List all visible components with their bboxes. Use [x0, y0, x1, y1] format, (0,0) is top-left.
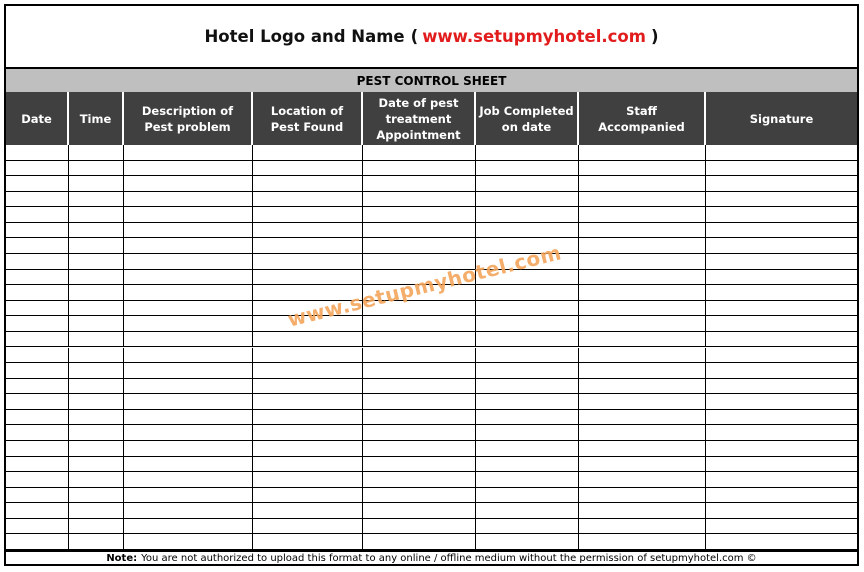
table-cell — [6, 363, 69, 379]
table-cell — [124, 348, 253, 364]
document-header — [6, 6, 857, 67]
table-cell — [6, 394, 69, 410]
table-cell — [124, 254, 253, 270]
table-cell — [6, 270, 69, 286]
table-cell — [476, 472, 579, 488]
table-cell — [69, 425, 124, 441]
table-cell — [124, 207, 253, 223]
table-cell — [706, 285, 857, 301]
table-cell — [6, 425, 69, 441]
table-cell — [253, 192, 363, 208]
table-cell — [363, 363, 476, 379]
table-cell — [706, 441, 857, 457]
table-cell — [6, 519, 69, 535]
table-cell — [69, 238, 124, 254]
table-cell — [69, 332, 124, 348]
table-cell — [706, 161, 857, 177]
table-cell — [706, 176, 857, 192]
footer-note — [6, 550, 857, 564]
column-header: Time — [69, 92, 124, 145]
table-cell — [476, 316, 579, 332]
table-cell — [253, 207, 363, 223]
table-cell — [476, 394, 579, 410]
table-cell — [579, 441, 706, 457]
table-cell — [124, 270, 253, 286]
table-cell — [579, 379, 706, 395]
table-cell — [124, 410, 253, 426]
table-cell — [253, 519, 363, 535]
table-cell — [6, 410, 69, 426]
table-cell — [363, 394, 476, 410]
table-cell — [6, 316, 69, 332]
column-header: Date — [6, 92, 69, 145]
table-cell — [124, 363, 253, 379]
table-cell — [476, 425, 579, 441]
table-cell — [706, 301, 857, 317]
table-cell — [253, 332, 363, 348]
table-cell — [363, 207, 476, 223]
table-cell — [476, 207, 579, 223]
table-cell — [363, 348, 476, 364]
table-cell — [706, 425, 857, 441]
table-cell — [476, 223, 579, 239]
table-cell — [706, 223, 857, 239]
table-cell — [476, 488, 579, 504]
table-cell — [476, 145, 579, 161]
table-cell — [253, 457, 363, 473]
table-cell — [579, 348, 706, 364]
table-cell — [6, 285, 69, 301]
table-cell — [706, 534, 857, 550]
table-cell — [579, 472, 706, 488]
table-cell — [706, 192, 857, 208]
table-cell — [476, 332, 579, 348]
table-cell — [363, 161, 476, 177]
sheet-title: PEST CONTROL SHEET — [6, 67, 857, 92]
table-cell — [476, 379, 579, 395]
table-cell — [6, 254, 69, 270]
table-cell — [253, 254, 363, 270]
table-cell — [706, 270, 857, 286]
table-cell — [253, 145, 363, 161]
table-cell — [69, 394, 124, 410]
table-cell — [579, 316, 706, 332]
table-cell — [706, 394, 857, 410]
table-cell — [363, 441, 476, 457]
table-cell — [124, 192, 253, 208]
table-cell — [6, 332, 69, 348]
table-cell — [69, 145, 124, 161]
table-cell — [253, 441, 363, 457]
table-cell — [124, 316, 253, 332]
table-cell — [579, 145, 706, 161]
table-cell — [69, 161, 124, 177]
table-cell — [124, 534, 253, 550]
table-cell — [363, 457, 476, 473]
table-cell — [69, 301, 124, 317]
table-cell — [6, 238, 69, 254]
table-cell — [579, 394, 706, 410]
table-cell — [579, 192, 706, 208]
column-header: Date of pest treatment Appointment — [363, 92, 476, 145]
table-cell — [579, 363, 706, 379]
table-cell — [6, 379, 69, 395]
table-cell — [6, 534, 69, 550]
table-cell — [253, 488, 363, 504]
table-cell — [6, 223, 69, 239]
table-cell — [69, 519, 124, 535]
table-cell — [476, 192, 579, 208]
column-header: Job Completed on date — [476, 92, 579, 145]
website-url: www.setupmyhotel.com — [422, 27, 646, 46]
table-cell — [363, 472, 476, 488]
table-cell — [476, 457, 579, 473]
table-cell — [253, 394, 363, 410]
table-cell — [363, 145, 476, 161]
table-cell — [579, 223, 706, 239]
table-cell — [579, 488, 706, 504]
table-cell — [363, 410, 476, 426]
table-cell — [6, 161, 69, 177]
table-cell — [124, 519, 253, 535]
table-cell — [69, 270, 124, 286]
table-cell — [706, 503, 857, 519]
table-cell — [6, 176, 69, 192]
hotel-title: Hotel Logo and Name — [204, 27, 405, 46]
table-cell — [363, 503, 476, 519]
table-cell — [363, 332, 476, 348]
column-header: Staff Accompanied — [579, 92, 706, 145]
table-cell — [69, 316, 124, 332]
table-cell — [253, 161, 363, 177]
table-cell — [706, 363, 857, 379]
table-cell — [253, 472, 363, 488]
table-cell — [476, 503, 579, 519]
table-cell — [69, 472, 124, 488]
table-cell — [579, 270, 706, 286]
table-cell — [363, 519, 476, 535]
table-cell — [124, 379, 253, 395]
table-cell — [579, 285, 706, 301]
table-cell — [253, 238, 363, 254]
table-cell — [579, 161, 706, 177]
table-cell — [6, 441, 69, 457]
table-cell — [706, 348, 857, 364]
table-cell — [124, 161, 253, 177]
table-cell — [476, 176, 579, 192]
table-cell — [6, 457, 69, 473]
table-cell — [363, 238, 476, 254]
table-cell — [69, 223, 124, 239]
table-cell — [253, 270, 363, 286]
column-header: Location of Pest Found — [253, 92, 363, 145]
table-cell — [579, 238, 706, 254]
table-cell — [69, 379, 124, 395]
table-cell — [69, 285, 124, 301]
table-cell — [124, 145, 253, 161]
table-cell — [69, 503, 124, 519]
table-cell — [579, 503, 706, 519]
table-cell — [579, 207, 706, 223]
table-cell — [476, 161, 579, 177]
table-cell — [6, 472, 69, 488]
table-cell — [69, 410, 124, 426]
close-paren: ) — [650, 27, 659, 46]
column-header: Description of Pest problem — [124, 92, 253, 145]
pest-control-sheet — [4, 4, 859, 566]
table-cell — [124, 394, 253, 410]
entry-grid — [6, 145, 857, 550]
table-cell — [69, 207, 124, 223]
table-cell — [253, 425, 363, 441]
table-cell — [579, 534, 706, 550]
table-cell — [69, 534, 124, 550]
table-cell — [253, 379, 363, 395]
table-cell — [69, 457, 124, 473]
table-cell — [579, 301, 706, 317]
table-cell — [706, 488, 857, 504]
table-cell — [476, 519, 579, 535]
table-cell — [124, 238, 253, 254]
table-cell — [579, 254, 706, 270]
table-cell — [579, 519, 706, 535]
table-cell — [69, 254, 124, 270]
table-cell — [124, 285, 253, 301]
table-cell — [124, 472, 253, 488]
table-cell — [253, 348, 363, 364]
table-cell — [579, 410, 706, 426]
table-cell — [363, 425, 476, 441]
table-cell — [69, 363, 124, 379]
table-cell — [363, 316, 476, 332]
table-cell — [6, 503, 69, 519]
table-cell — [69, 192, 124, 208]
table-cell — [706, 519, 857, 535]
table-cell — [706, 457, 857, 473]
column-header: Signature — [706, 92, 857, 145]
table-cell — [253, 363, 363, 379]
table-cell — [363, 176, 476, 192]
table-cell — [6, 192, 69, 208]
table-cell — [706, 238, 857, 254]
table-cell — [476, 301, 579, 317]
watermark: www.setupmyhotel.com — [285, 240, 564, 332]
note-label: Note: — [106, 552, 138, 564]
table-cell — [706, 316, 857, 332]
table-cell — [69, 488, 124, 504]
table-cell — [69, 176, 124, 192]
table-cell — [253, 410, 363, 426]
table-cell — [124, 176, 253, 192]
note-text: You are not authorized to upload this format to any online / offline medium without the permission of setupmyhotel.com © — [141, 552, 757, 564]
table-cell — [124, 332, 253, 348]
table-cell — [124, 457, 253, 473]
table-cell — [706, 254, 857, 270]
table-cell — [6, 301, 69, 317]
table-cell — [476, 441, 579, 457]
table-cell — [253, 534, 363, 550]
table-cell — [363, 488, 476, 504]
table-cell — [6, 348, 69, 364]
table-cell — [253, 503, 363, 519]
table-cell — [706, 207, 857, 223]
table-cell — [124, 488, 253, 504]
table-cell — [124, 301, 253, 317]
table-cell — [6, 488, 69, 504]
table-cell — [363, 192, 476, 208]
table-cell — [476, 363, 579, 379]
table-cell — [579, 457, 706, 473]
table-cell — [476, 348, 579, 364]
table-cell — [476, 410, 579, 426]
table-cell — [124, 425, 253, 441]
table-cell — [476, 534, 579, 550]
table-cell — [706, 472, 857, 488]
table-cell — [253, 176, 363, 192]
table-cell — [579, 332, 706, 348]
table-cell — [124, 223, 253, 239]
table-cell — [476, 285, 579, 301]
table-cell — [124, 441, 253, 457]
table-cell — [706, 145, 857, 161]
table-cell — [6, 145, 69, 161]
table-cell — [579, 425, 706, 441]
table-cell — [124, 503, 253, 519]
table-cell — [253, 223, 363, 239]
table-cell — [706, 379, 857, 395]
table-cell — [6, 207, 69, 223]
table-cell — [363, 223, 476, 239]
table-cell — [363, 534, 476, 550]
table-cell — [706, 410, 857, 426]
table-cell — [363, 379, 476, 395]
table-cell — [706, 332, 857, 348]
open-paren: ( — [410, 27, 419, 46]
table-cell — [69, 441, 124, 457]
table-cell — [69, 348, 124, 364]
table-cell — [579, 176, 706, 192]
